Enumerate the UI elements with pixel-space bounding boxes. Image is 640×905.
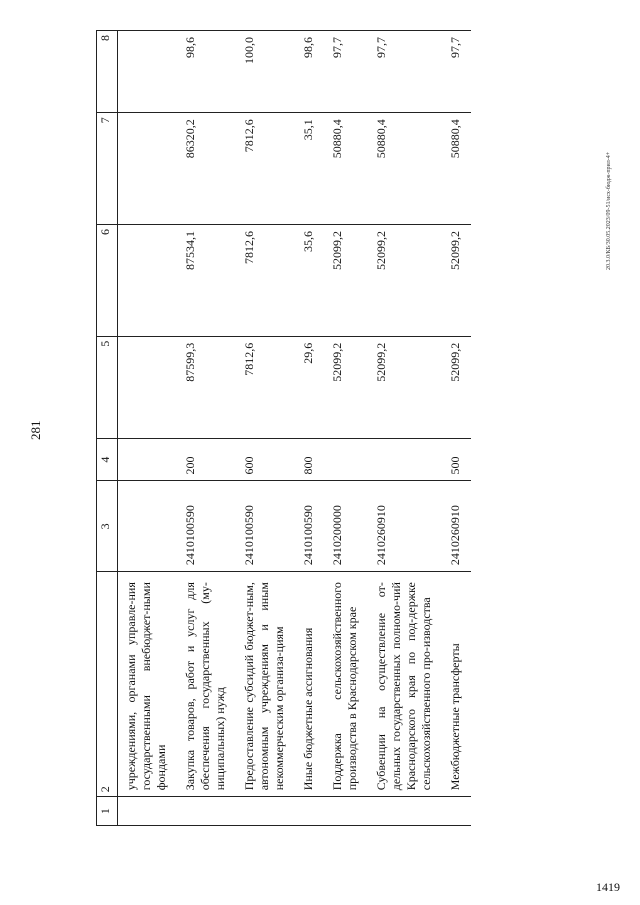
header-col-7: 7 [97, 113, 118, 225]
cell-col-5: 29,6 [295, 336, 324, 438]
cell-description: учреждениями, органами управле-ния государственными внебюджет-ными фондами [118, 572, 178, 797]
cell-type [368, 438, 442, 481]
cell-col-8: 97,7 [324, 31, 368, 113]
table-row [118, 31, 178, 826]
table-row [368, 31, 442, 826]
cell-col-1 [368, 797, 442, 826]
cell-col-6: 52099,2 [442, 224, 471, 336]
cell-col-1 [236, 797, 295, 826]
cell-col-1 [295, 797, 324, 826]
cell-code: 2410100590 [177, 481, 236, 572]
cell-col-8: 98,6 [177, 31, 236, 113]
cell-code: 2410260910 [368, 481, 442, 572]
header-col-4: 4 [97, 438, 118, 481]
cell-code: 2410260910 [442, 481, 471, 572]
cell-col-7: 50880,4 [442, 113, 471, 225]
cell-description: Межбюджетные трансферты [442, 572, 471, 797]
cell-type: 500 [442, 438, 471, 481]
table-row [236, 31, 295, 826]
table-header-row [97, 31, 118, 826]
cell-col-8: 97,7 [368, 31, 442, 113]
cell-description: Предоставление субсидий бюджет-ным, автономным учреждениям и иным некоммерческим организа-циям [236, 572, 295, 797]
side-stamp: 20.3.0/КБ/30.05.2023/09-51/исх-бюдж-прил-4+ [606, 151, 612, 270]
footer-number: 1419 [596, 880, 620, 894]
table-row [324, 31, 368, 826]
cell-col-6: 87534,1 [177, 224, 236, 336]
cell-col-8: 97,7 [442, 31, 471, 113]
cell-type: 600 [236, 438, 295, 481]
cell-col-1 [118, 797, 178, 826]
cell-col-7: 50880,4 [324, 113, 368, 225]
cell-col-5: 87599,3 [177, 336, 236, 438]
cell-type: 800 [295, 438, 324, 481]
cell-col-6: 52099,2 [368, 224, 442, 336]
cell-col-5: 52099,2 [368, 336, 442, 438]
cell-description: Закупка товаров, работ и услуг для обеспечения государственных (му-ниципальных) нужд [177, 572, 236, 797]
header-col-8: 8 [97, 31, 118, 113]
cell-col-5: 52099,2 [324, 336, 368, 438]
header-col-5: 5 [97, 336, 118, 438]
cell-code: 2410100590 [236, 481, 295, 572]
cell-col-1 [177, 797, 236, 826]
cell-col-8: 100,0 [236, 31, 295, 113]
cell-col-8: 98,6 [295, 31, 324, 113]
header-col-2: 2 [97, 572, 118, 797]
cell-col-8 [118, 31, 178, 113]
cell-code: 2410200000 [324, 481, 368, 572]
cell-type [118, 438, 178, 481]
table-row [295, 31, 324, 826]
header-col-1: 1 [97, 797, 118, 826]
cell-type: 200 [177, 438, 236, 481]
cell-col-5 [118, 336, 178, 438]
cell-col-7: 7812,6 [236, 113, 295, 225]
table-row [442, 31, 471, 826]
budget-table-container [96, 30, 526, 826]
cell-code: 2410100590 [295, 481, 324, 572]
cell-col-1 [442, 797, 471, 826]
cell-description: Иные бюджетные ассигнования [295, 572, 324, 797]
cell-col-6 [118, 224, 178, 336]
cell-code [118, 481, 178, 572]
page-number: 281 [28, 420, 43, 440]
table-row [177, 31, 236, 826]
cell-col-6: 52099,2 [324, 224, 368, 336]
cell-col-6: 7812,6 [236, 224, 295, 336]
cell-col-7 [118, 113, 178, 225]
cell-col-5: 7812,6 [236, 336, 295, 438]
cell-col-1 [324, 797, 368, 826]
cell-col-5: 52099,2 [442, 336, 471, 438]
cell-description: Поддержка сельскохозяйственного производства в Краснодарском крае [324, 572, 368, 797]
header-col-3: 3 [97, 481, 118, 572]
cell-col-7: 86320,2 [177, 113, 236, 225]
cell-description: Субвенции на осуществление от-дельных государственных полномо-чий Краснодарского края по под-держке сельскохозяйственного про-изводства [368, 572, 442, 797]
cell-type [324, 438, 368, 481]
cell-col-7: 35,1 [295, 113, 324, 225]
budget-table [96, 30, 471, 826]
cell-col-6: 35,6 [295, 224, 324, 336]
header-col-6: 6 [97, 224, 118, 336]
cell-col-7: 50880,4 [368, 113, 442, 225]
